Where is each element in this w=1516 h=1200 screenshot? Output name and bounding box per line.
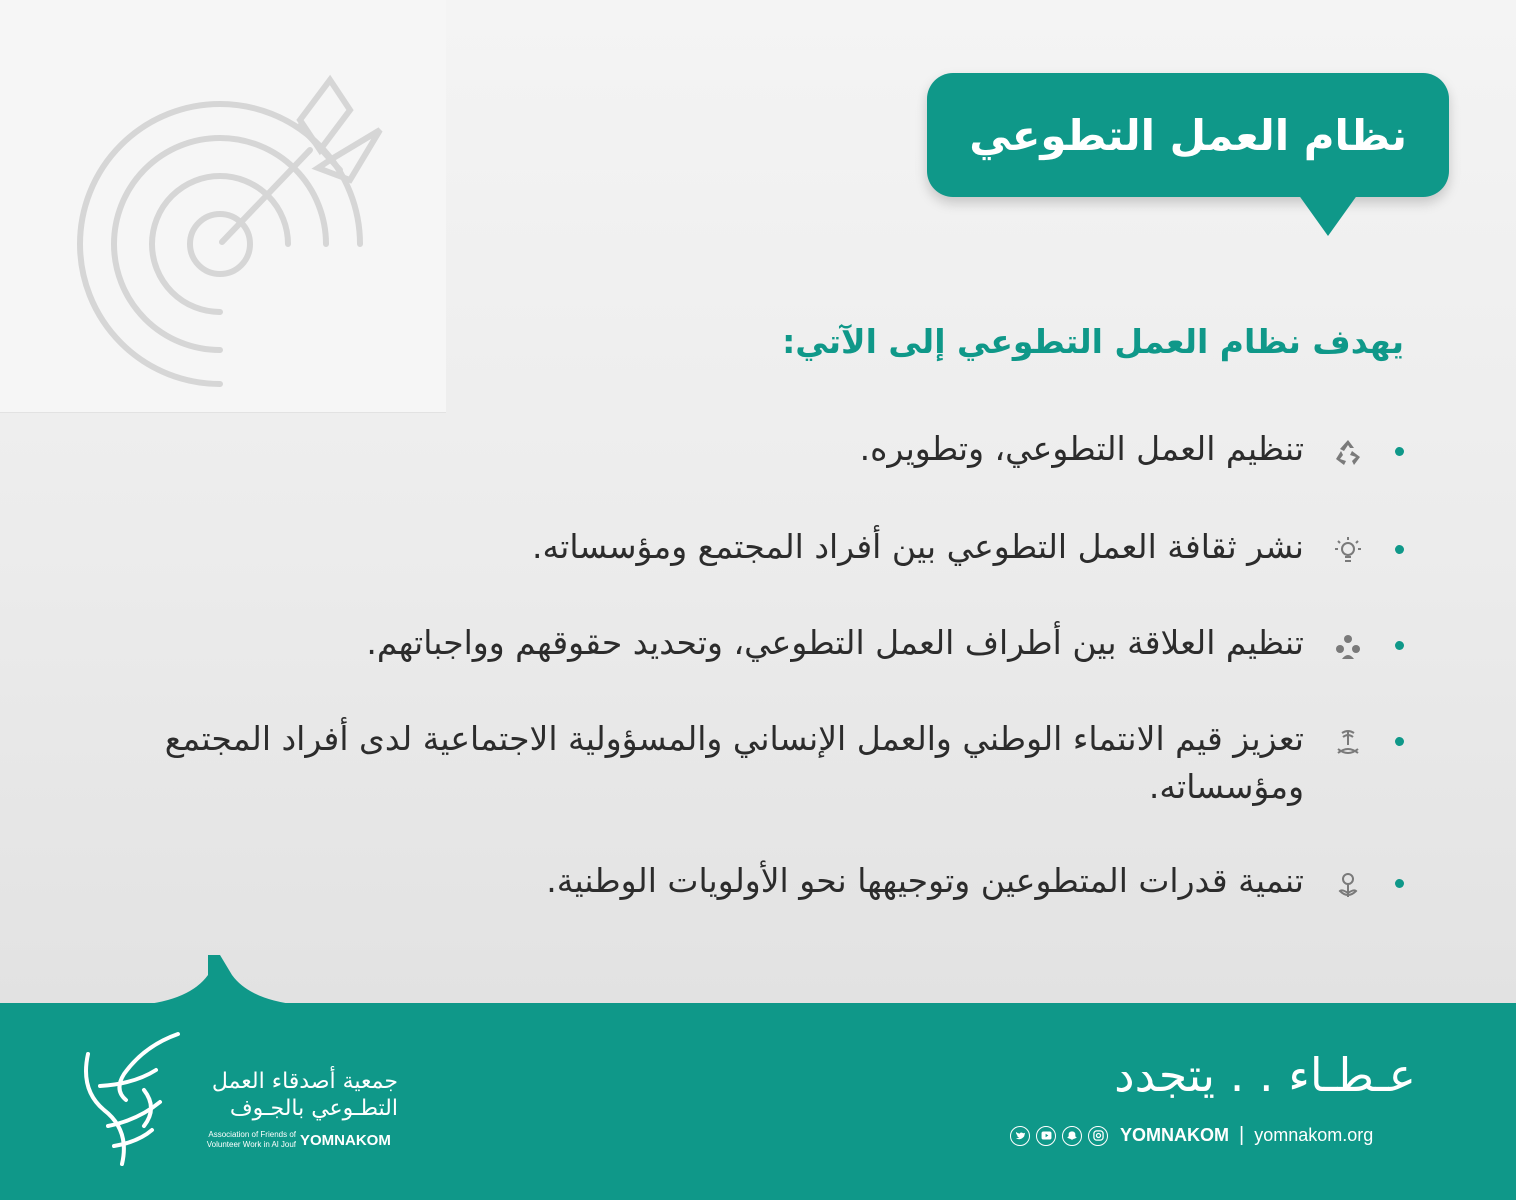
goal-text: تعزيز قيم الانتماء الوطني والعمل الإنساني والمسؤولية الاجتماعية لدى أفراد المجتمع ومؤسساته. <box>164 719 1304 806</box>
instagram-icon[interactable] <box>1088 1126 1108 1146</box>
goal-text: نشر ثقافة العمل التطوعي بين أفراد المجتمع ومؤسساته. <box>531 527 1304 566</box>
goal-item-1 <box>104 425 1404 485</box>
association-en-line1: Association of Friends of <box>208 1130 296 1139</box>
separator: | <box>1239 1124 1245 1146</box>
bullet-dot <box>1395 879 1404 888</box>
goal-item-2 <box>104 523 1404 583</box>
palm-swords-emblem-icon <box>1332 727 1364 759</box>
association-name-line2: التطـوعي بالجـوف <box>229 1096 398 1121</box>
bullet-dot <box>1395 641 1404 650</box>
goal-text: تنمية قدرات المتطوعين وتوجيهها نحو الأولويات الوطنية. <box>546 861 1304 900</box>
page-title: نظام العمل التطوعي <box>969 110 1407 160</box>
association-name-line1: جمعية أصدقاء العمل <box>211 1069 398 1094</box>
youtube-icon[interactable] <box>1036 1126 1056 1146</box>
intro-heading: يهدف نظام العمل التطوعي إلى الآتي: <box>782 322 1404 361</box>
website-link[interactable]: yomnakom.org <box>1254 1125 1374 1145</box>
target-illustration <box>0 0 446 413</box>
bullet-dot <box>1395 545 1404 554</box>
goal-item-4 <box>104 715 1404 825</box>
twitter-icon[interactable] <box>1010 1126 1030 1146</box>
brand-handle: YOMNAKOM <box>1120 1125 1229 1145</box>
association-name-english <box>176 1130 296 1150</box>
snapchat-icon[interactable] <box>1062 1126 1082 1146</box>
recycle-arrows-icon <box>1332 437 1364 469</box>
goal-item-3 <box>104 619 1404 679</box>
title-banner <box>927 73 1449 197</box>
goal-item-5 <box>104 857 1404 917</box>
goal-text: تنظيم العمل التطوعي، وتطويره. <box>859 429 1304 468</box>
title-banner-tail <box>1298 194 1358 236</box>
social-links <box>1010 1124 1373 1147</box>
slogan: عـطـاء . . يتجدد <box>1114 1048 1416 1102</box>
bullet-dot <box>1395 447 1404 456</box>
association-name-arabic <box>176 1068 398 1122</box>
association-logo-icon <box>74 1030 184 1170</box>
lightbulb-icon <box>1332 535 1364 567</box>
association-en-line2: Volunteer Work in Al Jouf <box>206 1140 296 1149</box>
sprout-icon <box>1332 869 1364 901</box>
goal-text: تنظيم العلاقة بين أطراف العمل التطوعي، وتحديد حقوقهم وواجباتهم. <box>366 623 1304 662</box>
association-brand: YOMNAKOM <box>300 1132 391 1149</box>
target-arrow-icon <box>0 0 446 412</box>
people-group-icon <box>1332 631 1364 663</box>
bullet-dot <box>1395 737 1404 746</box>
footer-notch <box>140 955 300 1005</box>
